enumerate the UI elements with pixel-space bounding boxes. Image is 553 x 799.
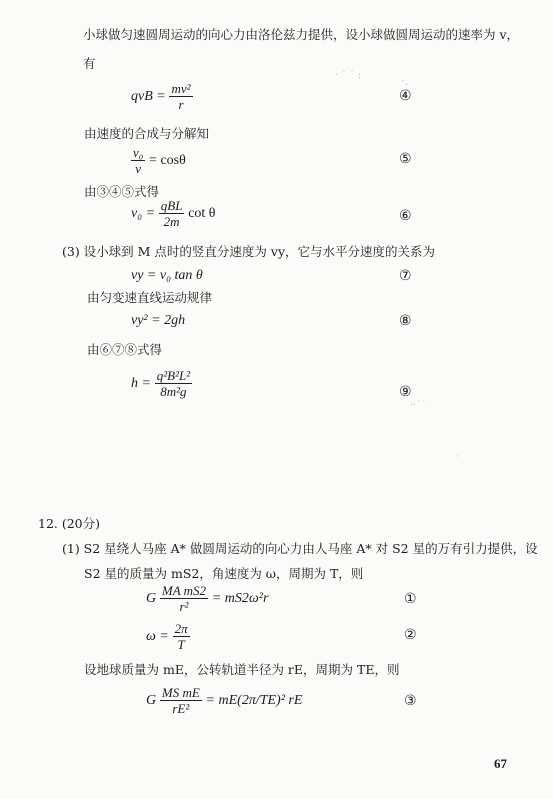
equation-5: $\frac{\text{v₀}}{v}$ = cosθ (133, 145, 186, 176)
scan-noise: ˙· (400, 80, 409, 91)
equation-4: qvB = $\frac{\text{mv²}}{r}$ (131, 81, 191, 112)
line-3: 由速度的合成与分解知 (84, 126, 210, 141)
eq-number: ② (404, 627, 417, 643)
scan-noise: · ˙ ˙ : (335, 70, 362, 81)
paragraph-2: S2 星的质量为 mS2，角速度为 ω，周期为 T，则 (84, 566, 364, 581)
eq-number: ③ (404, 693, 417, 709)
equation-9: h = $\frac{\text{q²B²L²}}{\text{8m²g}}$ (131, 368, 191, 399)
scan-noise: ··˙˙ (410, 400, 427, 411)
line-4: 由③④⑤式得 (84, 184, 160, 199)
scan-noise: ˙ (455, 455, 460, 466)
eq-number: ⑨ (399, 384, 412, 400)
eq-number: ① (404, 591, 417, 607)
paragraph-3: 设地球质量为 mE，公转轨道半径为 rE，周期为 TE，则 (84, 662, 400, 677)
eq-number: ④ (399, 88, 412, 104)
eq-number: ⑤ (399, 151, 412, 167)
line-6: 由匀变速直线运动规律 (87, 290, 213, 305)
formula-2: ω = $\frac{2\pi}{T}$ (146, 621, 188, 652)
line-1: 小球做匀速圆周运动的向心力由洛伦兹力提供，设小球做圆周运动的速率为 v， (83, 27, 520, 42)
eq-number: ⑧ (399, 313, 412, 329)
line-5: (3) 设小球到 M 点时的竖直分速度为 vy，它与水平分速度的关系为 (62, 244, 436, 259)
formula-1: G $\frac{\text{MA mS2}}{\text{r²}}$ = mS2ω²r (146, 583, 269, 614)
equation-6: v₀ = qBL 2m cot θ (131, 198, 216, 229)
formula-3: G $\frac{\text{MS mE}}{\text{rE²}}$ = mE(2π/TE)² rE (146, 685, 303, 716)
paragraph-1: (1) S2 星绕人马座 A* 做圆周运动的向心力由人马座 A* 对 S2 星的万有引力提供，设 (62, 541, 538, 556)
eq-number: ⑦ (399, 268, 412, 284)
page-number: 67 (494, 756, 507, 771)
eq-number: ⑥ (399, 208, 412, 224)
line-2: 有 (83, 56, 96, 71)
line-7: 由⑥⑦⑧式得 (87, 342, 163, 357)
question-12: 12. (20分) (38, 516, 101, 531)
equation-7: vy = v₀ tan θ (131, 268, 203, 283)
equation-8: vy² = 2gh (131, 313, 186, 328)
